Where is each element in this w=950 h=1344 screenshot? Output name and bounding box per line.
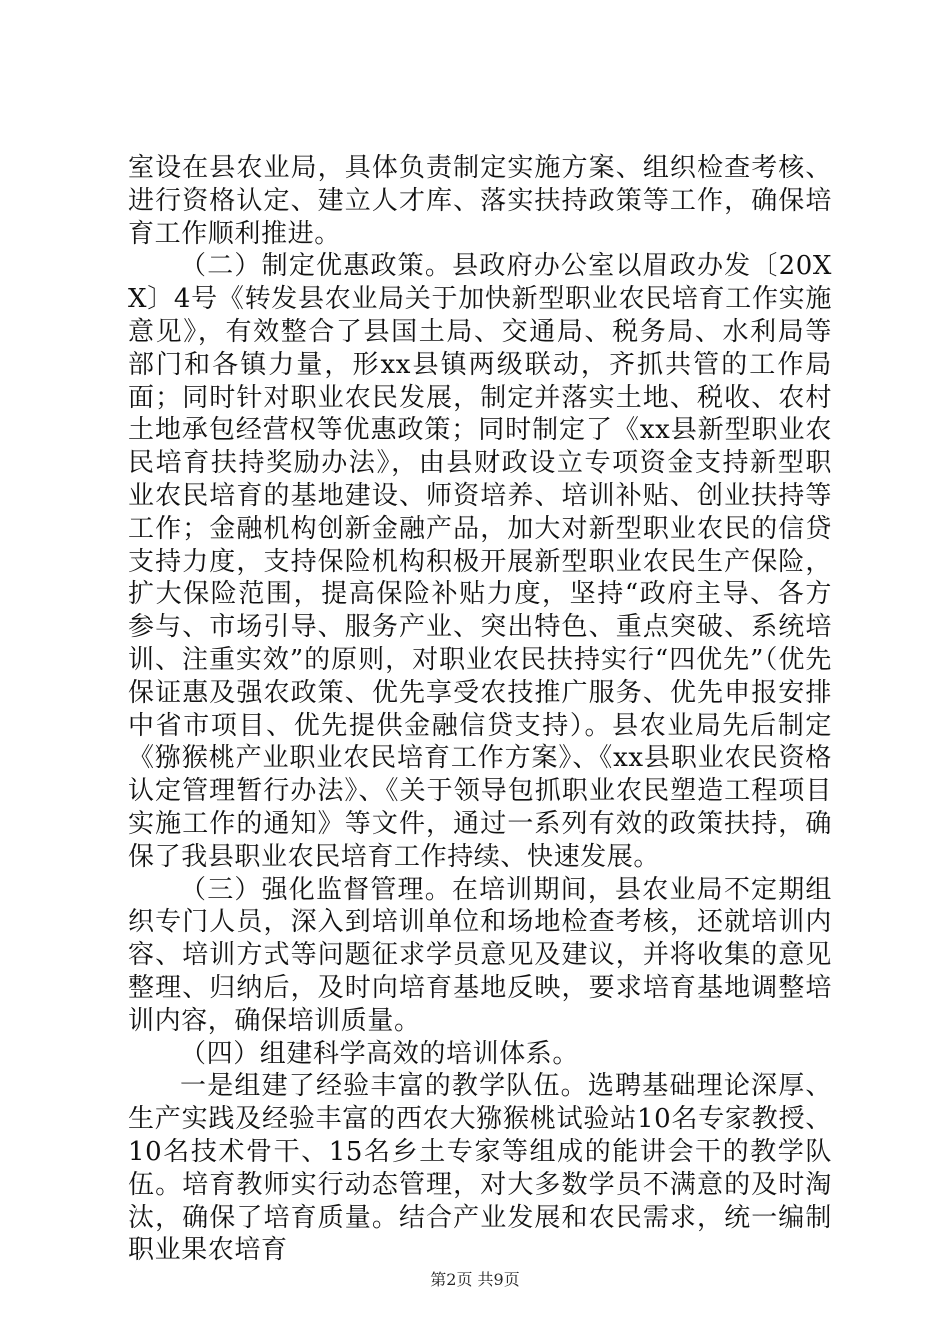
paragraph-continuation: 室设在县农业局，具体负责制定实施方案、组织检查考核、进行资格认定、建立人才库、落实扶持政策等工作，确保培育工作顺利推进。 xyxy=(128,153,832,249)
paragraph-supervision: （三）强化监督管理。在培训期间，县农业局不定期组织专门人员，深入到培训单位和场地检查考核，还就培训内容、培训方式等问题征求学员意见及建议，并将收集的意见整理、归纳后，及时向培育基地反映，要求培育基地调整培训内容，确保培训质量。 xyxy=(128,874,832,1036)
page-number-label: 第2页 共9页 xyxy=(430,1270,520,1289)
paragraph-teaching-team: 一是组建了经验丰富的教学队伍。选聘基础理论深厚、生产实践及经验丰富的西农大猕猴桃试验站10名专家教授、10名技术骨干、15名乡土专家等组成的能讲会干的教学队伍。培育教师实行动态管理，对大多数学员不满意的及时淘汰，确保了培育质量。结合产业发展和农民需求，统一编制职业果农培育 xyxy=(128,1071,832,1266)
paragraph-heading-training-system: （四）组建科学高效的培训体系。 xyxy=(180,1038,580,1069)
page-footer xyxy=(0,1270,950,1290)
document-body xyxy=(128,152,832,1267)
paragraph-policy: （二）制定优惠政策。县政府办公室以眉政办发〔20XX〕4号《转发县农业局关于加快新型职业农民培育工作实施意见》，有效整合了县国土局、交通局、税务局、水利局等部门和各镇力量，形xx县镇两级联动，齐抓共管的工作局面；同时针对职业农民发展，制定并落实土地、税收、农村土地承包经营权等优惠政策；同时制定了《xx县新型职业农民培育扶持奖励办法》，由县财政设立专项资金支持新型职业农民培育的基地建设、师资培养、培训补贴、创业扶持等工作；金融机构创新金融产品，加大对新型职业农民的信贷支持力度，支持保险机构积极开展新型职业农民生产保险，扩大保险范围，提高保险补贴力度，坚持“政府主导、各方参与、市场引导、服务产业、突出特色、重点突破、系统培训、注重实效”的原则，对职业农民扶持实行“四优先”（优先保证惠及强农政策、优先享受农技推广服务、优先申报安排中省市项目、优先提供金融信贷支持）。县农业局先后制定《猕猴桃产业职业农民培育工作方案》、《xx县职业农民资格认定管理暂行办法》、《关于领导包抓职业农民塑造工程项目实施工作的通知》等文件，通过一系列有效的政策扶持，确保了我县职业农民培育工作持续、快速发展。 xyxy=(128,251,832,872)
